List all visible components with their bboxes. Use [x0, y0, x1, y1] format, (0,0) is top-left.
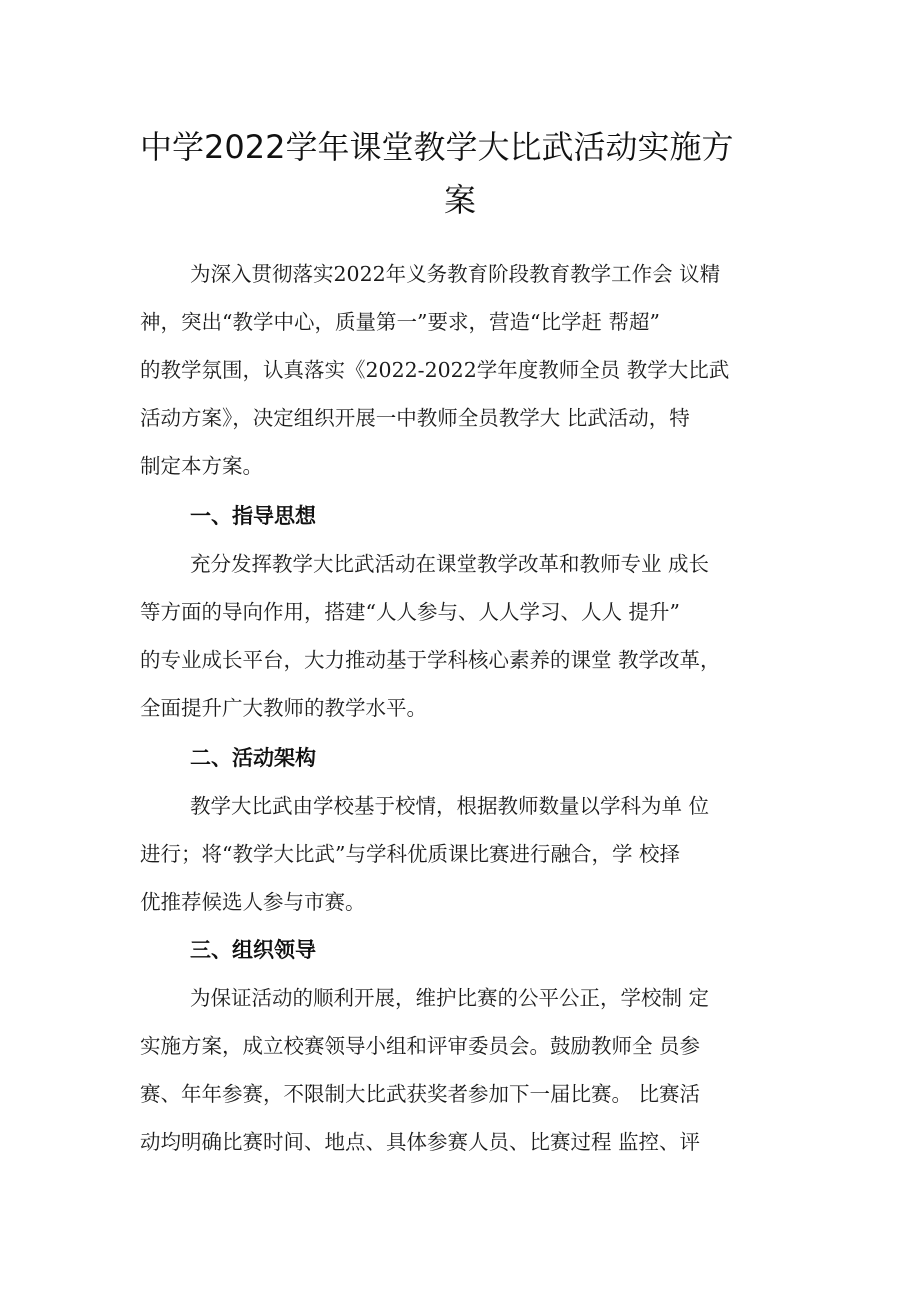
- paragraph-line: 活动方案》，决定组织开展一中教师全员教学大 比武活动，特: [140, 406, 690, 430]
- paragraph-line: 教学大比武由学校基于校情，根据教师数量以学科为单 位: [190, 794, 710, 818]
- document-title-line-1: 中学2022学年课堂教学大比武活动实施方: [140, 128, 734, 166]
- section-paragraph-organization-leadership: [140, 974, 790, 1166]
- paragraph-line: 进行；将“教学大比武”与学科优质课比赛进行融合，学 校择: [140, 842, 680, 866]
- paragraph-line: 等方面的导向作用，搭建“人人参与、人人学习、人人 提升”: [140, 600, 680, 624]
- paragraph-line: 的教学氛围，认真落实《2022-2022学年度教师全员 教学大比武: [140, 358, 730, 382]
- section-heading-activity-structure: 二、活动架构: [190, 746, 316, 770]
- paragraph-line: 全面提升广大教师的教学水平。: [140, 696, 427, 720]
- paragraph-line: 优推荐候选人参与市赛。: [140, 890, 366, 914]
- document-title-line-2: 案: [443, 181, 476, 219]
- paragraph-line: 赛、年年参赛，不限制大比武获奖者参加下一届比赛。 比赛活: [140, 1082, 701, 1106]
- paragraph-line: 为深入贯彻落实2022年义务教育阶段教育教学工作会 议精: [190, 262, 721, 286]
- section-paragraph-guiding-ideology: [140, 540, 790, 732]
- paragraph-line: 为保证活动的顺利开展，维护比赛的公平公正，学校制 定: [190, 986, 710, 1010]
- paragraph-line: 充分发挥教学大比武活动在课堂教学改革和教师专业 成长: [190, 552, 710, 576]
- paragraph-line: 动均明确比赛时间、地点、具体参赛人员、比赛过程 监控、评: [140, 1130, 701, 1154]
- intro-paragraph: [140, 250, 790, 490]
- paragraph-line: 制定本方案。: [140, 454, 263, 478]
- section-heading-guiding-ideology: 一、指导思想: [190, 504, 316, 528]
- paragraph-line: 的专业成长平台，大力推动基于学科核心素养的课堂 教学改革，: [140, 648, 721, 672]
- paragraph-line: 实施方案，成立校赛领导小组和评审委员会。鼓励教师全 员参: [140, 1034, 701, 1058]
- section-paragraph-activity-structure: [140, 782, 790, 926]
- section-heading-organization-leadership: 三、组织领导: [190, 938, 316, 962]
- paragraph-line: 神，突出“教学中心，质量第一”要求，营造“比学赶 帮超”: [140, 310, 660, 334]
